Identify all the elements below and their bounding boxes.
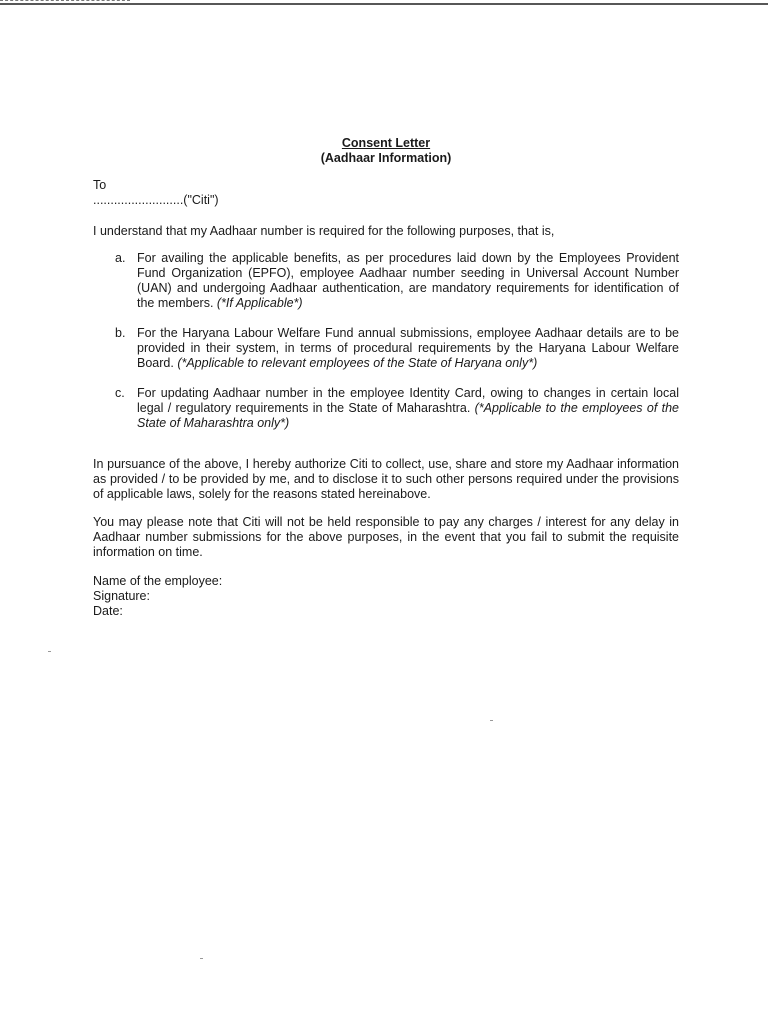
intro-paragraph: I understand that my Aadhaar number is required for the following purposes, that is, — [93, 224, 555, 238]
disclaimer-paragraph: You may please note that Citi will not be held responsible to pay any charges / interest for any delay in Aadhaar number submissions for the above purposes, in the event that you fail to submit the requisite information on time. — [93, 515, 679, 559]
scan-top-edge — [0, 3, 768, 5]
purposes-list — [93, 251, 679, 431]
purpose-text: For updating Aadhaar number in the employee Identity Card, owing to changes in certain local legal / regulatory requirements in the State of Maharashtra. — [137, 386, 679, 415]
list-marker: c. — [115, 386, 125, 400]
date-field: Date: — [93, 604, 123, 618]
purpose-note: (*If Applicable*) — [216, 296, 303, 310]
addressee-line: ..........................("Citi") — [93, 193, 219, 207]
list-marker: b. — [115, 326, 126, 340]
scan-artifact — [0, 0, 130, 3]
signature-field: Signature: — [93, 589, 150, 603]
letter-heading — [93, 136, 679, 166]
authorization-paragraph: In pursuance of the above, I hereby authorize Citi to collect, use, share and store my Aadhaar information as provided / to be provided by me, and to disclose it to such other persons required under the provisions of applicable laws, solely for the reasons stated hereinabove. — [93, 457, 679, 501]
letter-subtitle: (Aadhaar Information) — [320, 151, 452, 165]
purpose-text: For availing the applicable benefits, as per procedures laid down by the Employees Provident Fund Organization (EPFO), employee Aadhaar number seeding in Universal Account Number (UAN) and undergoing Aadhaar authentication, are mandatory requirements for identification of the members. — [137, 251, 679, 310]
list-item — [93, 386, 679, 431]
employee-name-field: Name of the employee: — [93, 574, 223, 588]
scan-speck — [200, 958, 203, 959]
list-item — [93, 326, 679, 371]
purpose-text: For the Haryana Labour Welfare Fund annual submissions, employee Aadhaar details are to be provided in their system, in terms of procedural requirements by the Haryana Labour Welfare Board. — [137, 326, 679, 370]
purpose-note: (*Applicable to relevant employees of the State of Haryana only*) — [177, 356, 538, 370]
list-item — [93, 251, 679, 311]
scan-speck — [48, 651, 51, 652]
scan-speck — [490, 720, 493, 721]
letter-title: Consent Letter — [341, 136, 431, 150]
list-marker: a. — [115, 251, 126, 265]
to-label: To — [93, 178, 107, 192]
signature-block — [93, 574, 679, 619]
consent-letter — [93, 136, 679, 619]
purpose-note: (*Applicable to the employees of the State of Maharashtra only*) — [137, 401, 679, 430]
addressee-block — [93, 178, 679, 208]
